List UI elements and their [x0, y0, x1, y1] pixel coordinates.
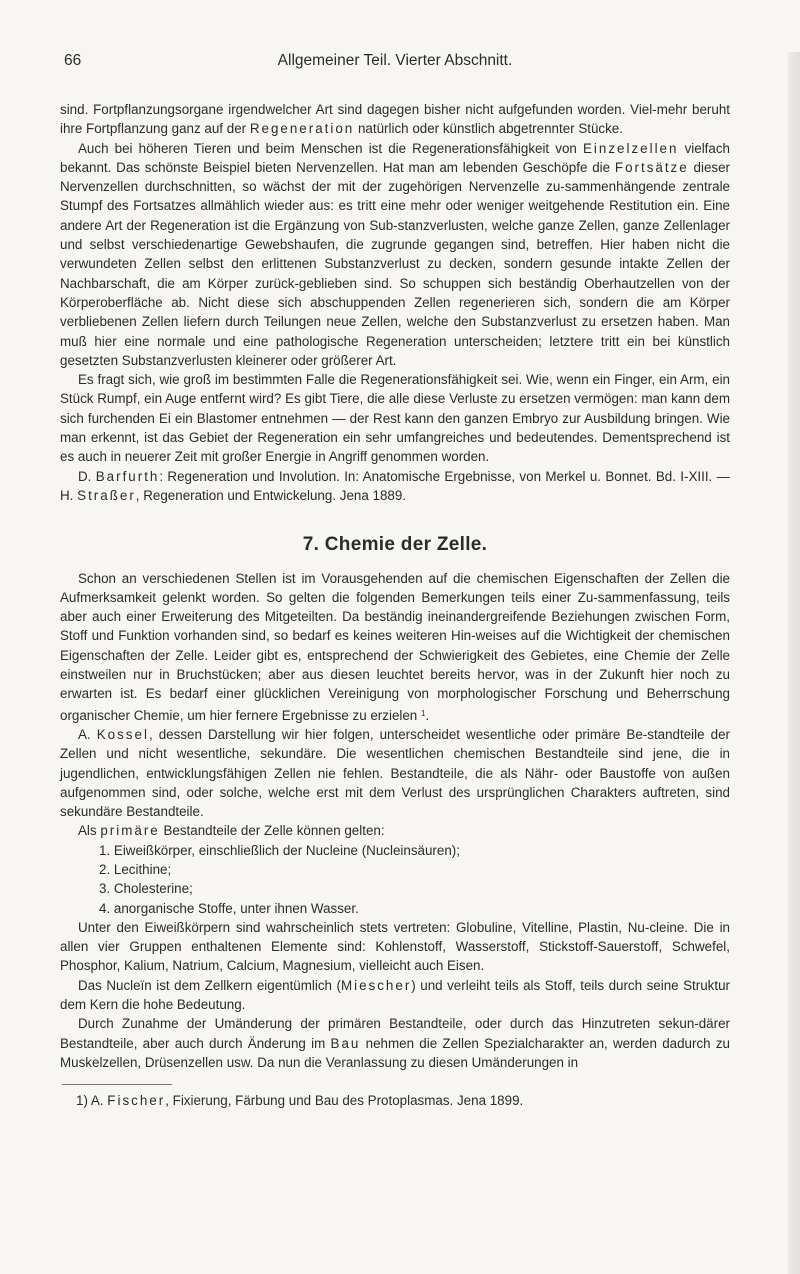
text-run: D. [78, 468, 92, 484]
spaced-term: Regeneration [249, 121, 355, 137]
text-run: natürlich oder künstlich abgetrennter Stücke. [357, 121, 623, 137]
text-run: A. [78, 726, 91, 742]
page-number: 66 [64, 52, 82, 69]
text-run: dieser Nervenzellen durchschnitten, so wächst der mit der zugehörigen Nervenzelle zu-sammenhängende zentrale Stumpf des Fortsatzes allmählich wieder aus: es tritt eine mehr oder weniger weitgehende Restitution ein. Eine andere Art der Regeneration ist die Ergänzung von Sub-stanzverlusten, welche ganze Zellen, ganze Zellenlager und selbst verschiedenartige Gewebshaufen, die zugrunde gegangen sind, betreffen. Hier haben nicht die verwundeten Zellen selbst den erlittenen Substanzverlust zu decken, sondern gesunde intakte Zellen der Nachbarschaft, die am Körper zurück-geblieben sind. So schuppen sich beständig Oberhautzellen von der Körperoberfläche ab. Nicht diese sich abschuppenden Zellen regenerieren sich, sondern die am Körper verbliebenen Zellen liefern durch Teilungen neue Zellen, welche den Substanzverlust zu ersetzen haben. Man muß hier eine normale und eine pathologische Regeneration unterscheiden; letztere tritt ein bei künstlich gesetzten Substanzverlusten kleinerer oder größerer Art. [60, 159, 730, 368]
footnote [60, 1091, 730, 1110]
text-run: vielfach bekannt. Das schönste Beispiel bieten Nervenzellen. Hat man am lebenden Geschöpfe die [60, 140, 730, 175]
paragraph [60, 976, 730, 1015]
paragraph [60, 100, 730, 139]
text-run: Als [78, 823, 97, 839]
author-name: Fischer [107, 1093, 166, 1109]
reference-paragraph [60, 467, 730, 506]
list-item: 4. anorganische Stoffe, unter ihnen Wasser. [99, 900, 359, 916]
text-run: , dessen Darstellung wir hier folgen, unterscheidet wesentliche oder primäre Be-standteile der Zellen und nicht wesentliche, sekundäre. Die wesentlichen chemischen Bestandteile sind jene, die in jugendlichen, entwicklungsfähigen Zellen nie fehlen. Bestandteile, die als Nähr- oder Baustoffe von außen aufgenommen sind, oder solche, welche erst mit dem Verlust des ursprünglichen Charakters auftreten, sind sekundäre Bestandteile. [60, 726, 730, 820]
text-run: sind. Fortpflanzungsorgane irgendwelcher Art sind dagegen bisher nicht aufgefunden worden. Viel-mehr beruht ihre Fortpflanzung ganz auf der [60, 102, 730, 137]
running-title: Allgemeiner Teil. Vierter Abschnitt. [277, 52, 513, 69]
author-name: Kossel [96, 726, 149, 742]
text-run: . [425, 707, 430, 723]
text-run: nehmen die Zellen Spezialcharakter an, werden dadurch zu Muskelzellen, Drüsenzellen usw. Da nun die Veranlassung zu diesen Umänderungen in [60, 1035, 730, 1070]
spaced-term: primäre [100, 823, 160, 839]
footnote-rule [62, 1084, 172, 1085]
text-run: , Fixierung, Färbung und Bau des Protoplasmas. Jena 1899. [165, 1093, 524, 1109]
paragraph [60, 569, 730, 725]
paragraph [60, 725, 730, 821]
body-text [60, 100, 730, 1072]
footnote-marker: 1 [421, 708, 426, 718]
spaced-term: Fortsätze [614, 159, 689, 175]
spaced-term: Einzelzellen [582, 140, 679, 156]
text-run: Bestandteile der Zelle können gelten: [163, 823, 385, 839]
paragraph: Unter den Eiweißkörpern sind wahrscheinlich stets vertreten: Globuline, Vitelline, Plastin, Nu-cleine. Die in allen vier Gruppen enthaltenen Elemente sind: Kohlenstoff, Wasserstoff, Stickstoff-Sauerstoff, Schwefel, Phosphor, Kalium, Natrium, Calcium, Magnesium, vielleicht auch Eisen. [60, 919, 730, 974]
list-item: 1. Eiweißkörper, einschließlich der Nucleine (Nucleinsäuren); [99, 842, 460, 858]
paragraph [60, 821, 730, 840]
list-item: 3. Cholesterine; [99, 881, 193, 897]
page-edge [788, 52, 800, 1274]
running-head [60, 52, 730, 82]
author-name: Straßer [77, 487, 136, 503]
footnote-mark: 1) [76, 1093, 88, 1109]
author-name: Barfurth [95, 468, 160, 484]
text-run: Schon an verschiedenen Stellen ist im Vorausgehenden auf die chemischen Eigenschaften der Zellen die Aufmerksamkeit gelenkt worden. So gelten die folgenden Bemerkungen teils einer Zu-sammenfassung, teils aber auch einer Erweiterung des Mitgeteilten. Da beständig ineinandergreifende Beziehungen zwischen Form, Stoff und Funktion vorhanden sind, so bedarf es keines weiteren Hin-weises auf die Wichtigkeit der chemischen Eigenschaften der Zelle. Leider gibt es, entsprechend der Schwierigkeit des Gebietes, eine Chemie der Zelle einstweilen nur in Bruchstücken; aber aus diesen leuchtet bereits hervor, was in der Zukunft hier noch zu erwarten ist. Es bedarf einer glücklichen Vereinigung von morphologischer Forschung und Beherrschung organischer Chemie, um hier fernere Ergebnisse zu erzielen [60, 570, 730, 723]
text-run: , Regeneration und Entwickelung. Jena 1889. [135, 487, 407, 503]
spaced-term: Bau [330, 1035, 361, 1051]
paragraph [60, 139, 730, 371]
constituents-list [60, 841, 730, 918]
text-run: : Regeneration und Involution. In: Anatomische Ergebnisse, von Merkel u. Bonnet. Bd. I-XIII. — H. [60, 468, 730, 503]
list-item: 2. Lecithine; [99, 861, 172, 877]
book-page [0, 52, 800, 1274]
text-run: Das Nucleïn ist dem Zellkern eigentümlich ( [78, 977, 341, 993]
text-run: ) und verleiht teils als Stoff, teils durch seine Struktur dem Kern die hohe Bedeutung. [60, 977, 730, 1013]
section-heading: 7. Chemie der Zelle. [302, 534, 488, 556]
text-run: A. [90, 1093, 104, 1109]
text-run: Durch Zunahme der Umänderung der primären Bestandteile, oder durch das Hinzutreten sekun-därer Bestandteile, aber auch durch Änderung im [60, 1016, 730, 1051]
paragraph: Es fragt sich, wie groß im bestimmten Falle die Regenerationsfähigkeit sei. Wie, wenn ein Finger, ein Arm, ein Stück Rumpf, ein Auge entfernt wird? Es gibt Tiere, die alle diese Verluste zu ersetzen vermögen: man kann dem sich furchenden Ei ein Blastomer entnehmen — der Rest kann den ganzen Embryo zur Ausbildung bringen. Wie man erkennt, ist das Gebiet der Regeneration ein sehr umfangreiches und bedeutendes. Dementsprechend ist es auch in neuerer Zeit mit großer Energie in Angriff genommen worden. [60, 372, 730, 465]
paragraph [60, 1014, 730, 1072]
author-name: Miescher [340, 977, 412, 993]
text-run: Auch bei höheren Tieren und beim Menschen ist die Regenerationsfähigkeit von [78, 140, 577, 156]
